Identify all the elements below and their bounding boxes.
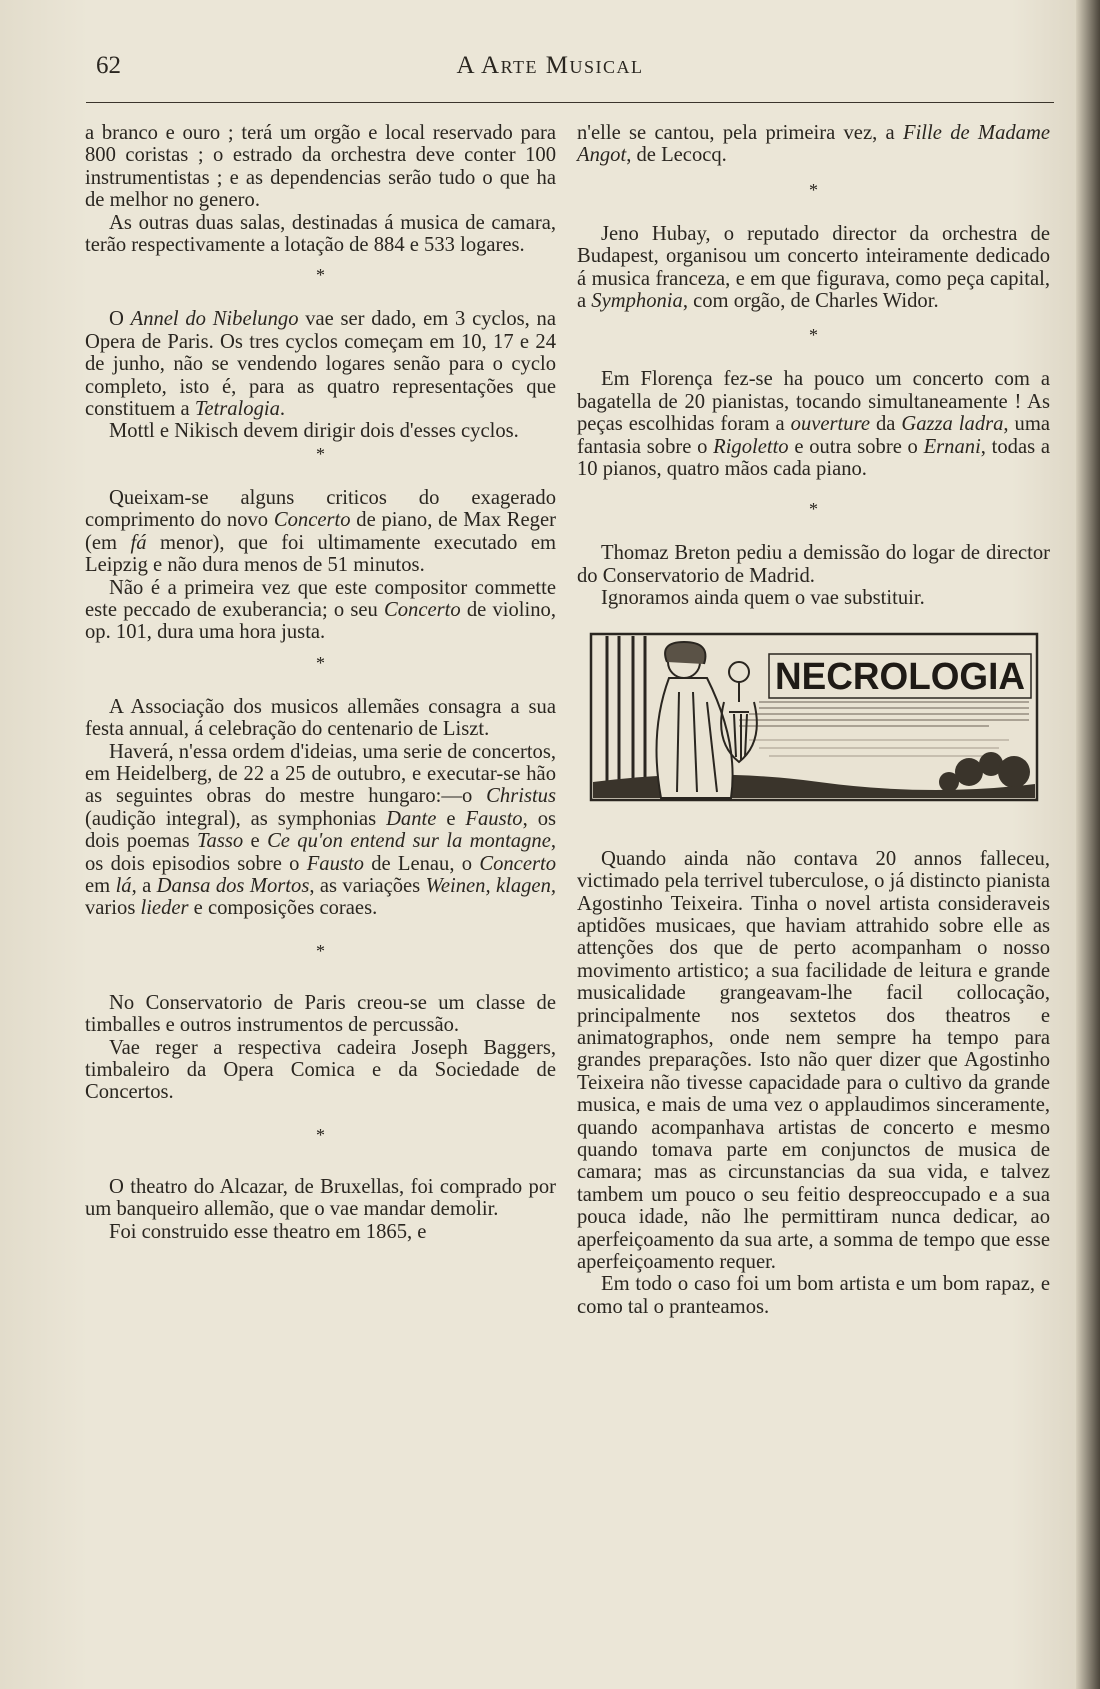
page-header (0, 50, 1100, 90)
necrologia-vignette-illustration (589, 632, 1039, 802)
paragraph: O theatro do Alcazar, de Bruxellas, foi comprado por um banqueiro allemão, que o vae mandar demolir. (85, 1175, 556, 1221)
page-edge-shadow (1076, 0, 1100, 1689)
section-separator: * (316, 652, 325, 673)
paragraph: Foi construido esse theatro em 1865, e (109, 1220, 427, 1243)
paragraph: Quando ainda não contava 20 annos falleceu, victimado pela terrivel tuberculose, o já distincto pianista Agostinho Teixeira. Tinha o novel artista consideraveis aptidões musicaes, que haviam attrahido sobre elle as attenções dos que de perto acompanham o nosso movimento artistico; a sua facilidade de leitura e grande musicalidade grangeavam-lhe facil collocação, principalmente nos sextetos dos theatros e animatographos, onde nem sempre ha tempo para grandes preparações. Isto não quer dizer que Agostinho Teixeira não tivesse capacidade para o cultivo da grande musica, e mais de uma vez o applaudimos sinceramente, quando acompanhava artistas de concerto e mesmo quando tomava parte em conjunctos de musica de camara; mas as circunstancias da sua vida, e talvez tambem um pouco o seu feitio despreoccupado e a sua pouca idade, não lhe permittiram nunca dedicar, ao aperfeiçoamento da sua arte, a somma de tempo que esse aperfeiçoamento requer. (577, 847, 1050, 1273)
paragraph: O Annel do Nibelungo vae ser dado, em 3 cyclos, na Opera de Paris. Os tres cyclos começam em 10, 17 e 24 de junho, não se vendendo logares senão para o cyclo completo, isto é, para as quatro representações que constituem a Tetralogia. (85, 308, 556, 421)
paragraph: A Associação dos musicos allemães consagra a sua festa annual, á celebração do centenario de Liszt. (85, 695, 556, 741)
paragraph: As outras duas salas, destinadas á musica de camara, terão respectivamente a lotação de 884 e 533 logares. (85, 211, 556, 257)
header-rule (86, 102, 1054, 103)
section-separator: * (316, 940, 325, 961)
page-number: 62 (96, 52, 121, 79)
right-column (577, 122, 1050, 1318)
section-separator: * (809, 325, 818, 346)
paragraph: Em todo o caso foi um bom artista e um bom rapaz, e como tal o pranteamos. (577, 1273, 1050, 1318)
section-separator: * (316, 1124, 325, 1145)
section-separator: * (316, 443, 325, 464)
paragraph: Ignoramos ainda quem o vae substituir. (601, 587, 925, 610)
section-separator: * (809, 179, 818, 200)
paragraph: No Conservatorio de Paris creou-se um classe de timballes e outros instrumentos de percussão. (85, 991, 556, 1037)
section-separator: * (316, 265, 325, 286)
running-title: A Arte Musical (456, 52, 644, 79)
necrologia-vignette (589, 632, 1039, 802)
paragraph: a branco e ouro ; terá um orgão e local reservado para 800 coristas ; o estrado da orchestra deve conter 100 instrumentistas ; e as dependencias serão tudo o que ha de melhor no genero. (85, 122, 556, 212)
left-column (85, 122, 556, 1243)
paragraph: Jeno Hubay, o reputado director da orchestra de Budapest, organisou um concerto inteiramente dedicado á musica franceza, e em que figurava, como peça capital, a Symphonia, com orgão, de Charles Widor. (577, 222, 1050, 313)
paragraph: Haverá, n'essa ordem d'ideias, uma serie de concertos, em Heidelberg, de 22 a 25 de outubro, e executar-se hão as seguintes obras do mestre hungaro:—o Christus (audição integral), as symphonias Dante e Fausto, os dois poemas Tasso e Ce qu'on entend sur la montagne, os dois episodios sobre o Fausto de Lenau, o Concerto em lá, a Dansa dos Mortos, as variações Weinen, klagen, varios lieder e composições coraes. (85, 740, 557, 920)
paragraph: Em Florença fez-se ha pouco um concerto com a bagatella de 20 pianistas, tocando simultaneamente ! As peças escolhidas foram a ouverture da Gazza ladra, uma fantasia sobre o Rigoletto e outra sobre o Ernani, todas a 10 pianos, quatro mãos cada piano. (577, 368, 1050, 481)
paragraph: Não é a primeira vez que este compositor commette este peccado de exuberancia; o seu Concerto de violino, op. 101, dura uma hora justa. (85, 576, 556, 644)
section-separator: * (809, 499, 818, 520)
vignette-title: NECROLOGIA (774, 655, 1025, 698)
paragraph: Mottl e Nikisch devem dirigir dois d'esses cyclos. (109, 420, 519, 443)
paragraph: n'elle se cantou, pela primeira vez, a Fille de Madame Angot, de Lecocq. (577, 122, 1050, 167)
paragraph: Queixam-se alguns criticos do exagerado comprimento do novo Concerto de piano, de Max Reger (em fá menor), que foi ultimamente executado em Leipzig e não dura menos de 51 minutos. (85, 486, 556, 577)
paragraph: Vae reger a respectiva cadeira Joseph Baggers, timbaleiro da Opera Comica e da Sociedade de Concertos. (85, 1036, 556, 1104)
paragraph: Thomaz Breton pediu a demissão do logar de director do Conservatorio de Madrid. (577, 542, 1050, 587)
